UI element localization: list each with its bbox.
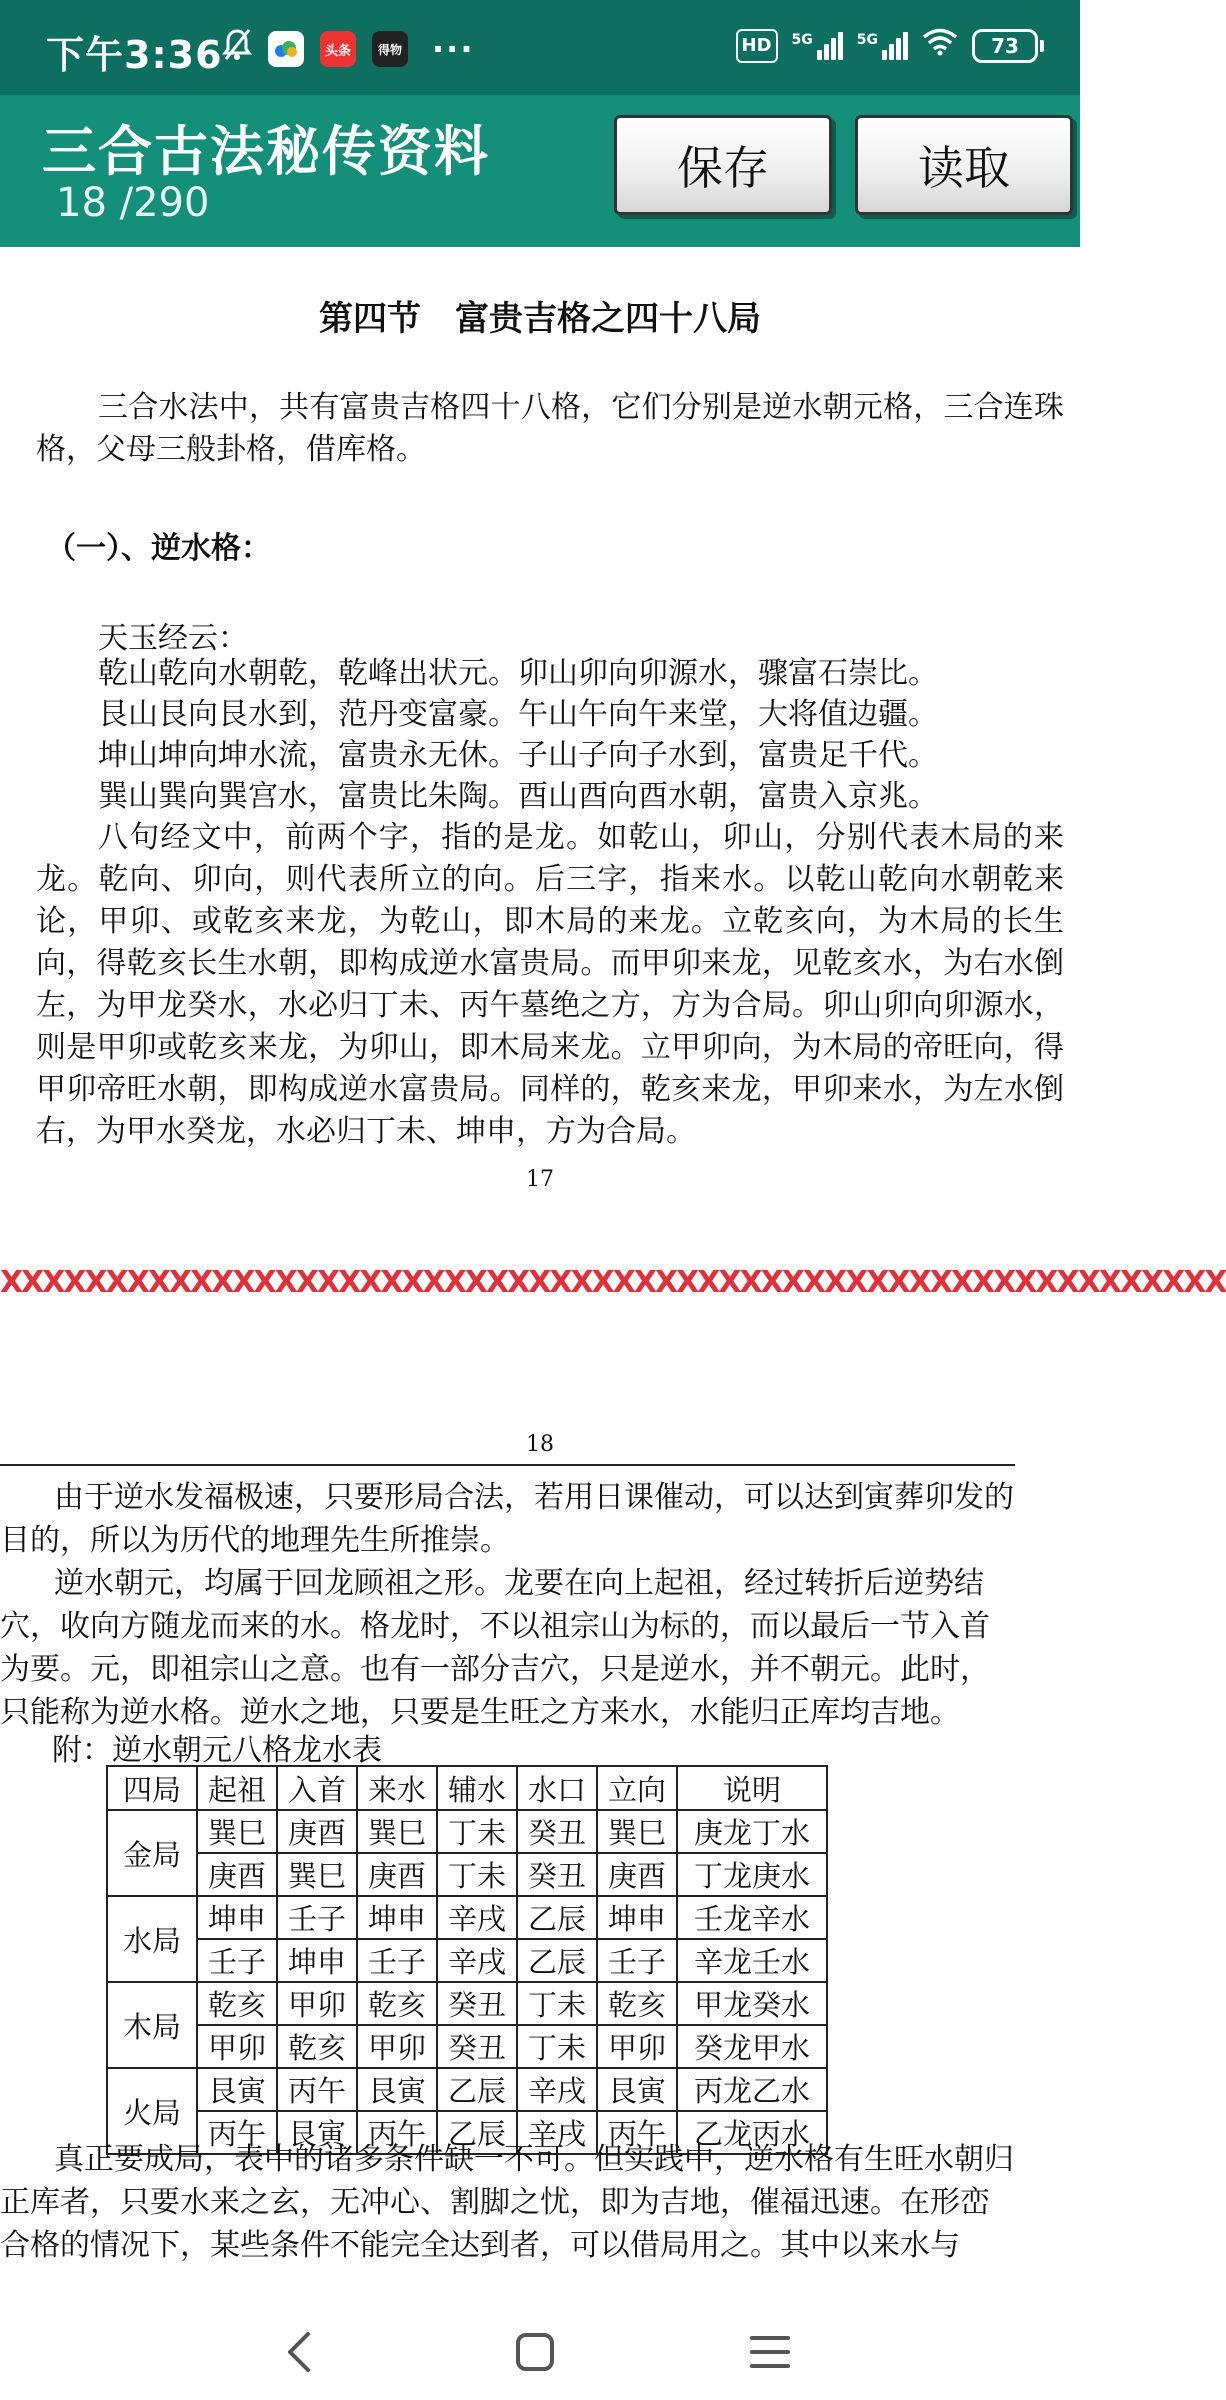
table-cell: 乙辰 [437, 2068, 517, 2111]
table-row [107, 1939, 827, 1982]
table-cell: 庚酉 [597, 1853, 677, 1896]
sub-heading: （一）、逆水格： [46, 531, 271, 566]
table-cell: 辛龙壬水 [677, 1939, 827, 1982]
table-cell: 丙午 [277, 2068, 357, 2111]
section-title: 第四节 富贵吉格之四十八局 [319, 299, 761, 339]
table-cell: 癸丑 [517, 1853, 597, 1896]
table-cell: 丁未 [517, 1982, 597, 2025]
table-cell: 庚酉 [357, 1853, 437, 1896]
table-cell: 乾亥 [197, 1982, 277, 2025]
back-button[interactable] [270, 2322, 330, 2382]
status-bar [0, 0, 1080, 95]
table-cell: 甲卯 [357, 2025, 437, 2068]
table-cell: 乾亥 [277, 2025, 357, 2068]
save-button[interactable]: 保存 [614, 115, 832, 215]
table-row [107, 2068, 827, 2111]
watermark-band: XXXXXXXXXXXXXXXXXXXXXXXXXXXXXXXXXXXXXXXXXXXXXXXXXXXXXXXXXX [0, 1265, 1226, 1300]
signal-5g-icon-2: 5G [857, 32, 908, 60]
recents-button[interactable] [740, 2322, 800, 2382]
table-cell: 甲卯 [597, 2025, 677, 2068]
table-cell: 辛戌 [437, 1896, 517, 1939]
page-number: 18 [526, 1432, 554, 1457]
hd-voice-badge: HD [736, 29, 778, 63]
table-cell: 辛戌 [517, 2111, 597, 2154]
chevron-left-icon [280, 2330, 320, 2374]
table-cell: 乙龙丙水 [677, 2111, 827, 2154]
group-cell: 火局 [107, 2068, 197, 2154]
table-cell: 丙午 [597, 2111, 677, 2154]
table-cell: 乙辰 [517, 1939, 597, 1982]
app-header [0, 95, 1080, 247]
table-cell: 庚酉 [197, 1853, 277, 1896]
table-cell: 癸丑 [437, 1982, 517, 2025]
dewu-app-icon: 得物 [372, 31, 408, 67]
table-cell: 辛戌 [517, 2068, 597, 2111]
column-header: 水口 [517, 1766, 597, 1810]
table-row [107, 1982, 827, 2025]
table-cell: 丙龙乙水 [677, 2068, 827, 2111]
table-cell: 艮寅 [597, 2068, 677, 2111]
table-row [107, 1896, 827, 1939]
closing-paragraph: 真正要成局，表中的诸多条件缺一不可。但实践中，逆水格有生旺水朝归正库者，只要水来之玄，无冲心、割脚之忧，即为吉地，催福迅速。在形峦合格的情况下，某些条件不能完全达到者，可以借局用之。其中以来水与 [0, 2142, 1014, 2263]
table-cell: 丁未 [437, 1810, 517, 1853]
table-cell: 艮寅 [277, 2111, 357, 2154]
dragon-water-table [106, 1765, 828, 2155]
column-header: 四局 [107, 1766, 197, 1810]
table-cell: 庚酉 [277, 1810, 357, 1853]
table-row [107, 2025, 827, 2068]
table-cell: 巽巳 [597, 1810, 677, 1853]
load-button[interactable]: 读取 [855, 115, 1073, 215]
table-cell: 巽巳 [357, 1810, 437, 1853]
table-cell: 壬子 [597, 1939, 677, 1982]
group-cell: 金局 [107, 1810, 197, 1896]
status-time: 下午3:36 [46, 33, 223, 77]
square-home-icon [513, 2330, 557, 2374]
home-button[interactable] [505, 2322, 565, 2382]
table-cell: 艮寅 [357, 2068, 437, 2111]
column-header: 起祖 [197, 1766, 277, 1810]
page-counter: 18 /290 [56, 180, 210, 226]
column-header: 来水 [357, 1766, 437, 1810]
table-cell: 坤申 [197, 1896, 277, 1939]
table-header-row [107, 1766, 827, 1810]
intro-paragraph: 三合水法中，共有富贵吉格四十八格，它们分别是逆水朝元格，三合连珠格，父母三般卦格，借库格。 [36, 390, 1064, 467]
table-cell: 坤申 [277, 1939, 357, 1982]
table-cell: 丙午 [197, 2111, 277, 2154]
table-cell: 艮寅 [197, 2068, 277, 2111]
table-cell: 乾亥 [357, 1982, 437, 2025]
column-header: 入首 [277, 1766, 357, 1810]
group-cell: 木局 [107, 1982, 197, 2068]
table-cell: 癸丑 [437, 2025, 517, 2068]
body-paragraph: 由于逆水发福极速，只要形局合法，若用日课催动，可以达到寅葬卯发的目的，所以为历代的地理先生所推崇。 [0, 1480, 1014, 1558]
table-cell: 癸龙甲水 [677, 2025, 827, 2068]
table-cell: 壬子 [357, 1939, 437, 1982]
table-cell: 丁未 [517, 2025, 597, 2068]
hamburger-menu-icon [748, 2332, 792, 2372]
table-cell: 巽巳 [197, 1810, 277, 1853]
table-cell: 壬龙辛水 [677, 1896, 827, 1939]
table-cell: 丁龙庚水 [677, 1853, 827, 1896]
table-cell: 庚龙丁水 [677, 1810, 827, 1853]
explanation-paragraph: 八句经文中，前两个字，指的是龙。如乾山，卯山，分别代表木局的来龙。乾向、卯向，则代表所立的向。后三字，指来水。以乾山乾向水朝乾来论，甲卯、或乾亥来龙，为乾山，即木局的来龙。立乾亥向，为木局的长生向，得乾亥长生水朝，即构成逆水富贵局。而甲卯来龙，见乾亥水，为右水倒左，为甲龙癸水，水必归丁未、丙午墓绝之方，方为合局。卯山卯向卯源水，则是甲卯或乾亥来龙，为卯山，即木局来龙。立甲卯向，为木局的帝旺向，得甲卯帝旺水朝，即构成逆水富贵局。同样的，乾亥来龙，甲卯来水，为左水倒右，为甲水癸龙，水必归丁未、坤申，方为合局。 [36, 820, 1064, 1149]
table-cell: 乙辰 [517, 1896, 597, 1939]
verse-line: 艮山艮向艮水到，范丹变富豪。午山午向午来堂，大将值边疆。 [98, 697, 938, 732]
table-cell: 癸丑 [517, 1810, 597, 1853]
cloud-app-icon [268, 31, 304, 67]
table-cell: 乙辰 [437, 2111, 517, 2154]
table-cell: 丁未 [437, 1853, 517, 1896]
column-header: 说明 [677, 1766, 827, 1810]
body-paragraph: 逆水朝元，均属于回龙顾祖之形。龙要在向上起祖，经过转折后逆势结穴，收向方随龙而来的水。格龙时，不以祖宗山为标的，而以最后一节入首为要。元，即祖宗山之意。也有一部分吉穴，只是逆水，并不朝元。此时，只能称为逆水格。逆水之地，只要是生旺之方来水，水能归正库均吉地。 [0, 1566, 990, 1730]
app-title: 三合古法秘传资料 [42, 120, 490, 183]
table-cell: 巽巳 [277, 1853, 357, 1896]
column-header: 辅水 [437, 1766, 517, 1810]
table-cell: 甲卯 [197, 2025, 277, 2068]
verse-line: 乾山乾向水朝乾，乾峰出状元。卯山卯向卯源水，骤富石崇比。 [98, 656, 938, 691]
table-cell: 甲龙癸水 [677, 1982, 827, 2025]
toutiao-app-icon: 头条 [320, 31, 356, 67]
table-cell: 壬子 [277, 1896, 357, 1939]
battery-icon: 73 [972, 29, 1044, 63]
wifi-icon [922, 28, 958, 64]
table-cell: 坤申 [357, 1896, 437, 1939]
verse-line: 坤山坤向坤水流，富贵永无休。子山子向子水到，富贵足千代。 [98, 738, 938, 773]
table-row [107, 1810, 827, 1853]
navigation-bar [0, 2300, 1080, 2400]
table-caption: 附：逆水朝元八格龙水表 [52, 1733, 382, 1768]
notification-icons [222, 28, 474, 70]
table-cell: 坤申 [597, 1896, 677, 1939]
table-cell: 乾亥 [597, 1982, 677, 2025]
verse-intro: 天玉经云： [98, 621, 248, 656]
table-cell: 丙午 [357, 2111, 437, 2154]
verse-line: 巽山巽向巽宫水，富贵比朱陶。酉山酉向酉水朝，富贵入京兆。 [98, 779, 938, 814]
signal-5g-icon: 5G [792, 32, 843, 60]
page-number: 17 [526, 1167, 554, 1192]
system-indicators [736, 28, 1044, 64]
table-cell: 辛戌 [437, 1939, 517, 1982]
column-header: 立向 [597, 1766, 677, 1810]
table-cell: 甲卯 [277, 1982, 357, 2025]
bell-muted-icon [222, 28, 252, 70]
group-cell: 水局 [107, 1896, 197, 1982]
more-notifications-icon: ··· [432, 30, 475, 68]
page-divider [0, 1464, 1015, 1466]
table-row [107, 1853, 827, 1896]
table-cell: 壬子 [197, 1939, 277, 1982]
